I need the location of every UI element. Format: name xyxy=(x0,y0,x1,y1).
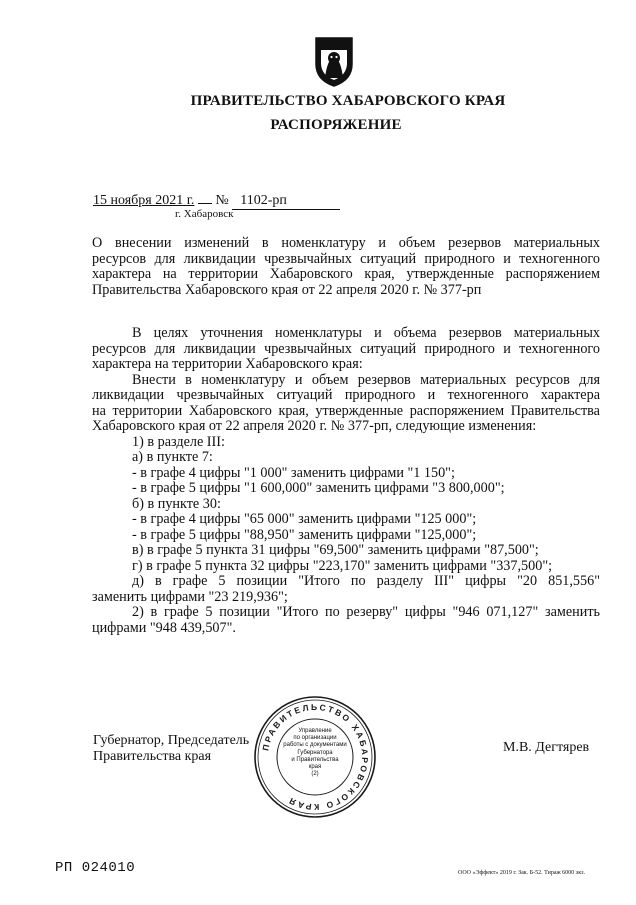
form-serial-number: РП 024010 xyxy=(55,860,136,876)
order-line: Внести в номенклатуру и объем резервов материальных ресурсов для xyxy=(132,371,600,388)
stamp-line: края xyxy=(308,764,322,771)
stamp-center-text xyxy=(283,728,347,778)
document-date: 15 ноября 2021 г. xyxy=(93,193,195,208)
change-item: г) в графе 5 пункта 32 цифры "223,170" заменить цифрами "337,500"; xyxy=(132,557,553,574)
number-sign: № xyxy=(215,193,229,208)
change-item: в) в графе 5 пункта 31 цифры "69,500" заменить цифрами "87,500"; xyxy=(132,542,539,558)
stamp-ring-text: ПРАВИТЕЛЬСТВО ХАБАРОВСКОГО КРАЯ xyxy=(260,701,371,813)
change-item: - в графе 4 цифры "65 000" заменить цифрами "125 000"; xyxy=(132,511,477,527)
stamp-line: по организации xyxy=(293,735,337,742)
coat-of-arms-icon xyxy=(313,34,355,88)
signatory-title-line: Правительства края xyxy=(93,749,212,764)
change-item: 1) в разделе III: xyxy=(132,433,225,450)
change-item: д) в графе 5 позиции "Итого по разделу III" цифры "20 851,556" xyxy=(132,573,600,589)
change-item: б) в пункте 30: xyxy=(132,495,221,512)
subject-line: О внесении изменений в номенклатуру и объем резервов материальных xyxy=(92,235,600,251)
document-type: РАСПОРЯЖЕНИЕ xyxy=(270,117,402,133)
subject-line: ресурсов для ликвидации чрезвычайных ситуаций природного и техногенного xyxy=(92,250,600,267)
stamp-line: и Правительства xyxy=(291,756,339,763)
change-item: заменить цифрами "23 219,936"; xyxy=(92,588,288,605)
stamp-line: Губернатора xyxy=(297,749,333,756)
order-line: Хабаровского края от 22 апреля 2020 г. № 377-рп, следующие изменения: xyxy=(92,418,537,434)
subject-line: характера на территории Хабаровского края, утвержденные распоряжением xyxy=(92,266,600,282)
printer-imprint: ООО «Эффект» 2019 г. Зак. Б-52. Тираж 6000 экз. xyxy=(458,870,585,876)
city: г. Хабаровск xyxy=(175,208,234,220)
signatory-title xyxy=(93,733,249,765)
change-item: цифрами "948 439,507". xyxy=(92,619,236,636)
date-underline xyxy=(198,191,212,204)
order-line: ликвидации чрезвычайных ситуаций природного и техногенного характера xyxy=(92,387,600,403)
preamble-line: ресурсов для ликвидации чрезвычайных ситуаций природного и техногенного xyxy=(92,340,600,357)
signatory-name: М.В. Дегтярев xyxy=(503,740,590,755)
change-item: а) в пункте 7: xyxy=(132,449,213,465)
stamp-line: Управление xyxy=(298,728,332,734)
stamp-line: работы с документами xyxy=(283,742,347,749)
stamp-line: (2) xyxy=(311,771,319,778)
signatory-title-line: Губернатор, Председатель xyxy=(93,733,250,748)
change-item: - в графе 5 цифры "88,950" заменить цифрами "125,000"; xyxy=(132,526,477,543)
change-item: - в графе 5 цифры "1 600,000" заменить цифрами "3 800,000"; xyxy=(132,480,505,496)
preamble-line: В целях уточнения номенклатуры и объема резервов материальных xyxy=(132,325,600,341)
government-title: ПРАВИТЕЛЬСТВО ХАБАРОВСКОГО КРАЯ xyxy=(190,93,506,109)
document-subject xyxy=(92,236,600,298)
document-number: 1102-рп xyxy=(232,193,340,210)
change-item: 2) в графе 5 позиции "Итого по резерву" цифры "946 071,127" заменить xyxy=(132,604,600,620)
preamble-line: характера на территории Хабаровского края: xyxy=(92,356,363,372)
order-line: на территории Хабаровского края, утвержденные распоряжением Правительства xyxy=(92,402,600,419)
document-body xyxy=(92,326,600,636)
change-item: - в графе 4 цифры "1 000" заменить цифрами "1 150"; xyxy=(132,464,455,481)
subject-line: Правительства Хабаровского края от 22 апреля 2020 г. № 377-рп xyxy=(92,281,482,298)
